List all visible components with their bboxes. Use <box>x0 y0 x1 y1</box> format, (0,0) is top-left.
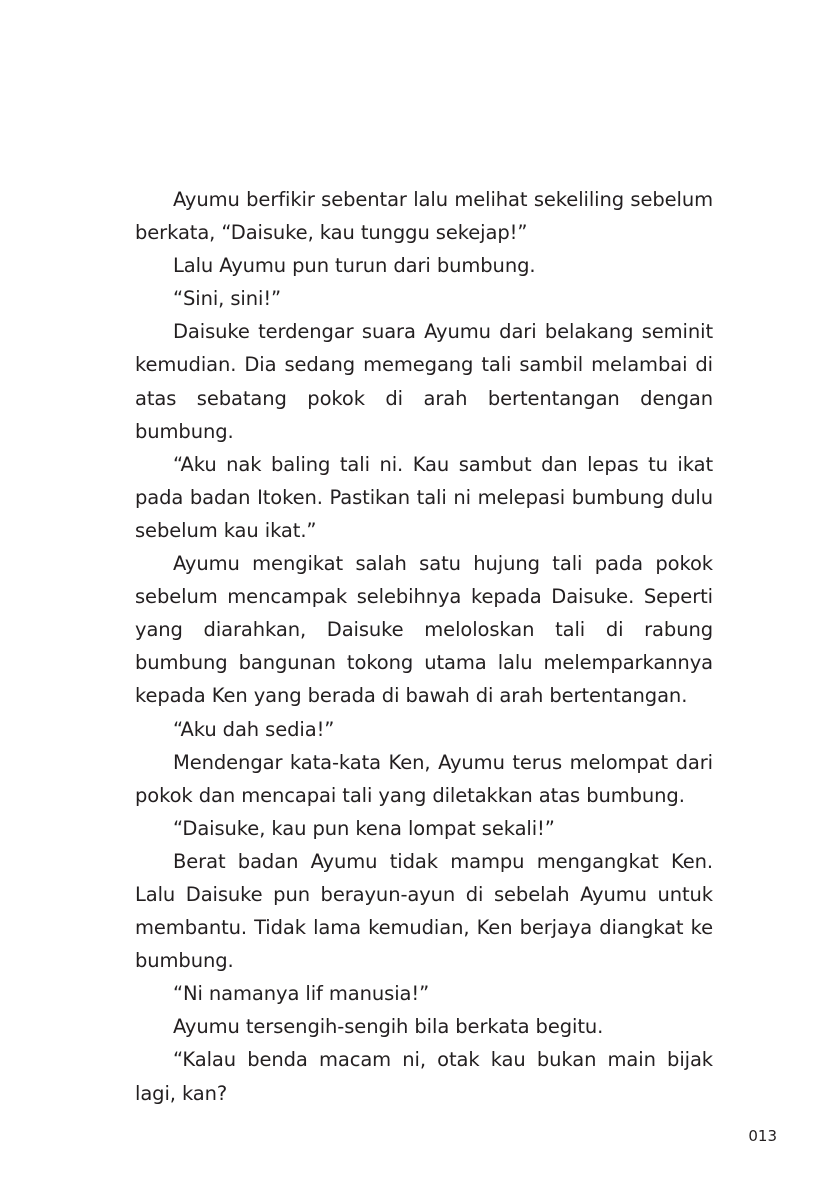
paragraph: Lalu Ayumu pun turun dari bumbung. <box>173 254 536 278</box>
paragraph: Mendengar kata-kata Ken, Ayumu terus melompat dari pokok dan mencapai tali yang diletakkan atas bumbung. <box>135 750 713 807</box>
paragraph: Berat badan Ayumu tidak mampu mengangkat Ken. Lalu Daisuke pun berayun-ayun di sebelah Ayumu untuk membantu. Tidak lama kemudian, Ken berjaya diangkat ke bumbung. <box>135 849 713 973</box>
body-text <box>135 183 713 1110</box>
paragraph: “Sini, sini!” <box>173 287 282 311</box>
paragraph: “Aku dah sedia!” <box>173 717 335 741</box>
page-number: 013 <box>748 1127 777 1145</box>
paragraph: “Ni namanya lif manusia!” <box>173 982 430 1006</box>
paragraph: “Kalau benda macam ni, otak kau bukan main bijak lagi, kan? <box>135 1048 713 1105</box>
paragraph: “Aku nak baling tali ni. Kau sambut dan lepas tu ikat pada badan Itoken. Pastikan tali ni melepasi bumbung dulu sebelum kau ikat.” <box>135 452 713 542</box>
paragraph: Ayumu berfikir sebentar lalu melihat sekeliling sebelum berkata, “Daisuke, kau tunggu sekejap!” <box>135 188 713 245</box>
paragraph: Ayumu tersengih-sengih bila berkata begitu. <box>173 1015 604 1039</box>
paragraph: Ayumu mengikat salah satu hujung tali pada pokok sebelum mencampak selebihnya kepada Daisuke. Seperti yang diarahkan, Daisuke meloloskan tali di rabung bumbung bangunan tokong utama lalu melemparkannya kepada Ken yang berada di bawah di arah bertentangan. <box>135 552 713 708</box>
paragraph: Daisuke terdengar suara Ayumu dari belakang seminit kemudian. Dia sedang memegang tali sambil melambai di atas sebatang pokok di arah bertentangan dengan bumbung. <box>135 320 713 443</box>
paragraph: “Daisuke, kau pun kena lompat sekali!” <box>173 816 555 840</box>
